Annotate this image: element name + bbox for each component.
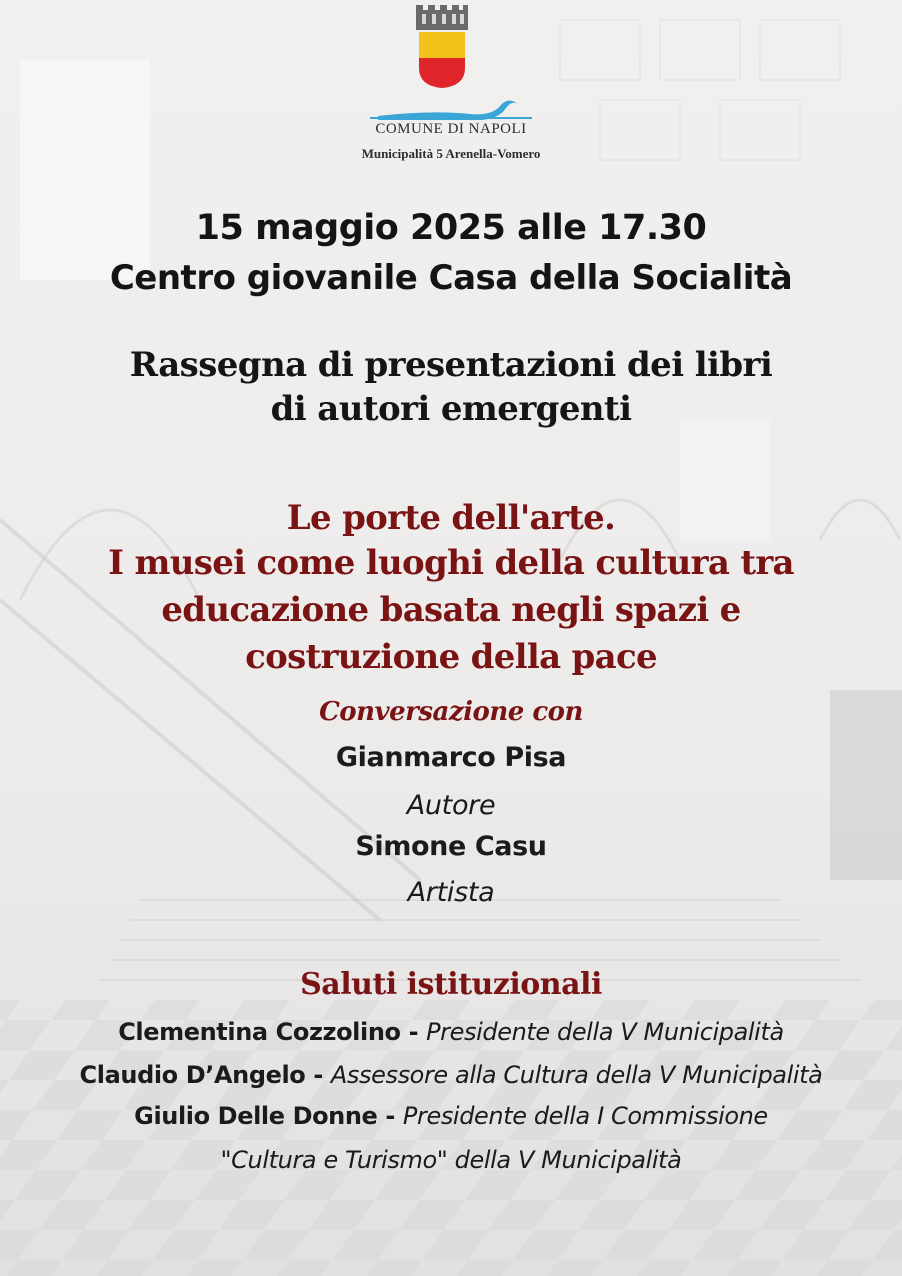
speaker-name: Gianmarco Pisa: [335, 742, 567, 773]
book-title-line-1: Le porte dell'arte.: [286, 498, 616, 538]
conversation-label: Conversazione con: [319, 697, 583, 727]
comune-name: COMUNE DI NAPOLI: [375, 121, 527, 137]
series-title-line-1: Rassegna di presentazioni dei libri: [129, 345, 773, 385]
event-place: Centro giovanile Casa della Socialità: [109, 258, 793, 298]
greetings-heading: Saluti istituzionali: [300, 967, 602, 1002]
speaker-name: Simone Casu: [355, 831, 547, 862]
shield-icon: [419, 32, 465, 88]
greeting-role-continuation: [0, 1146, 902, 1174]
greeting-separator: -: [305, 1061, 331, 1089]
book-title-line-3: educazione basata negli spazi e: [161, 590, 741, 630]
greeting-role: "Cultura e Turismo" della V Municipalità: [220, 1146, 682, 1174]
greeting-role: Presidente della V Municipalità: [426, 1018, 784, 1046]
greeting-row: [0, 1018, 902, 1046]
greeting-separator: -: [377, 1102, 403, 1130]
series-title-line-2: di autori emergenti: [270, 389, 632, 429]
speaker-role: Autore: [406, 790, 496, 821]
speaker-role: Artista: [407, 877, 495, 908]
event-date: 15 maggio 2025 alle 17.30: [195, 208, 707, 248]
greeting-role: Presidente della I Commissione: [402, 1102, 768, 1130]
greeting-role: Assessore alla Cultura della V Municipalità: [330, 1061, 823, 1089]
greeting-name: Claudio D’Angelo: [79, 1061, 306, 1089]
book-title-line-4: costruzione della pace: [245, 637, 657, 677]
greeting-row: [0, 1102, 902, 1130]
wave-icon: [370, 100, 532, 120]
comune-di-napoli-logo: [0, 0, 902, 170]
greeting-name: Clementina Cozzolino: [118, 1018, 401, 1046]
greeting-separator: -: [400, 1018, 427, 1046]
crown-icon: [416, 5, 468, 30]
book-title-line-2: I musei come luoghi della cultura tra: [108, 543, 794, 583]
greeting-row: [0, 1061, 902, 1089]
municipalita-name: Municipalità 5 Arenella-Vomero: [361, 146, 541, 161]
greeting-name: Giulio Delle Donne: [134, 1102, 378, 1130]
